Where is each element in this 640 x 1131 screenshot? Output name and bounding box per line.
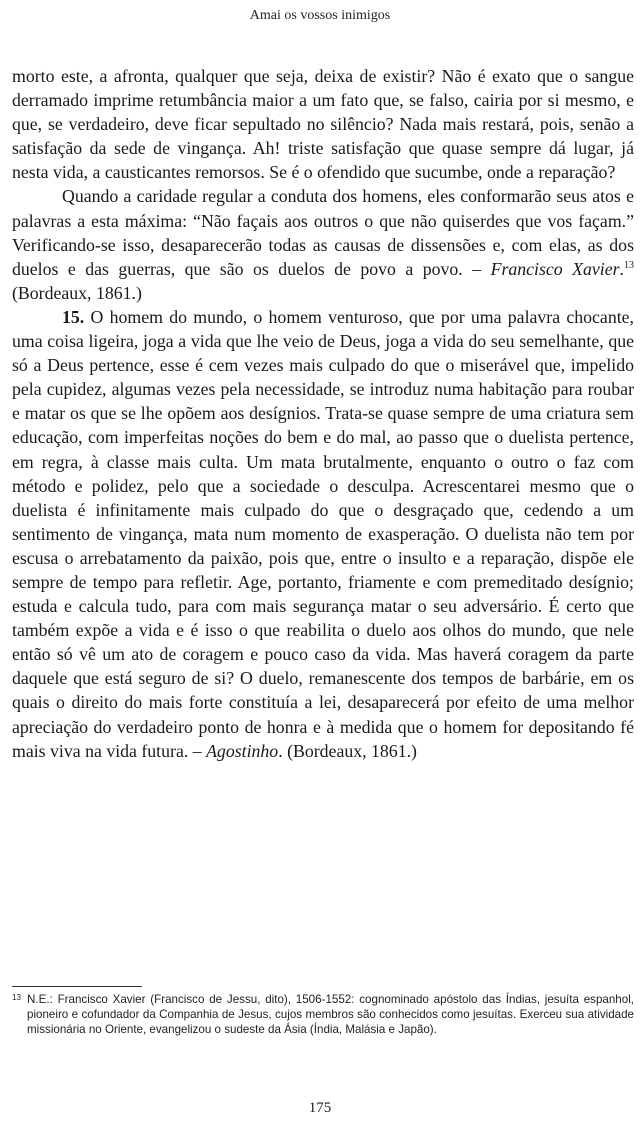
running-head: Amai os vossos inimigos xyxy=(249,8,391,23)
body-text xyxy=(12,64,634,763)
footnote-divider xyxy=(12,986,142,987)
footnote-mark: 13 xyxy=(12,993,21,1002)
footnote-text: N.E.: Francisco Xavier (Francisco de Jessu, dito), 1506-1552: cognominado apóstolo das Índias, jesuíta espanhol, pioneiro e cofundador da Companhia de Jesus, cujos membros são conhecidos como jesuítas. Exerceu sua atividade missionária no Oriente, evangelizou o sudeste da Ásia (Índia, Malásia e Japão). xyxy=(27,993,634,1036)
author-agostinho: Agostinho xyxy=(206,740,279,761)
footnote-reference[interactable]: 13 xyxy=(624,259,634,271)
footnote xyxy=(12,992,634,1037)
paragraph-text: Quando a caridade regular a conduta dos homens, eles conformarão seus atos e palavras a esta máxima: “Não façais aos outros o que não quiserdes que vos façam.” Verificando-se isso, desaparecerão todas as causas de dissensões e, com elas, as dos duelos e das guerras, que são os duelos de povo a povo. – xyxy=(12,186,634,279)
period: . xyxy=(619,258,624,279)
paragraph-text: O homem do mundo, o homem venturoso, que por uma palavra chocante, uma coisa ligeira, joga a vida que lhe veio de Deus, joga a vida do seu semelhante, que só a Deus pertence, esse é cem vezes mais culpado do que o miserável que, impelido pela cupidez, algumas vezes pela necessidade, se introduz numa habitação para roubar e matar os que se lhe opõem aos desígnios. Trata-se quase sempre de uma criatura sem educação, com imperfeitas noções do bem e do mal, ao passo que o duelista pertence, em regra, à classe mais culta. Um mata brutalmente, enquanto o outro o faz com método e polidez, pelo que a sociedade o desculpa. Acrescentarei mesmo que o duelista é infinitamente mais culpado do que o desgraçado que, cedendo a um sentimento de vingança, mata num momento de exasperação. O duelista não tem por escusa o arrebatamento da paixão, pois que, entre o insulto e a reparação, dispõe ele sempre de tempo para refletir. Age, portanto, friamente e com premeditado desígnio; estuda e calcula tudo, para com mais segurança matar o seu adversário. É certo que também expõe a vida e é isso o que reabilita o duelo aos olhos do mundo, que nele então só vê um ato de coragem e pouco caso da vida. Mas haverá coragem da parte daquele que está seguro de si? O duelo, remanescente dos tempos de barbárie, em os quais o direito do mais forte constituía a lei, desaparecerá por efeito de uma melhor apreciação do verdadeiro ponto de honra e à medida que o homem for depositando fé mais viva na vida futura. – xyxy=(12,306,634,761)
source-bordeaux: (Bordeaux, 1861.) xyxy=(12,282,142,303)
paragraph-continuation: morto este, a afronta, qualquer que seja, deixa de existir? Não é exato que o sangue derramado imprime retumbância maior a um fato que, se falso, cairia por si mesmo, e que, se verdadeiro, deve ficar sepultado no silêncio? Nada mais restará, pois, senão a satisfação da sede de vingança. Ah! triste satisfação que quase sempre dá lugar, já nesta vida, a causticantes remorsos. Se é o ofendido que sucumbe, onde a reparação? xyxy=(12,66,634,183)
page-number: 175 xyxy=(308,1100,332,1116)
source-bordeaux: . (Bordeaux, 1861.) xyxy=(278,740,417,761)
paragraph-15 xyxy=(12,305,634,763)
paragraph-charity xyxy=(12,184,634,304)
author-francisco-xavier: Francisco Xavier xyxy=(490,258,620,279)
item-number: 15. xyxy=(62,306,85,327)
